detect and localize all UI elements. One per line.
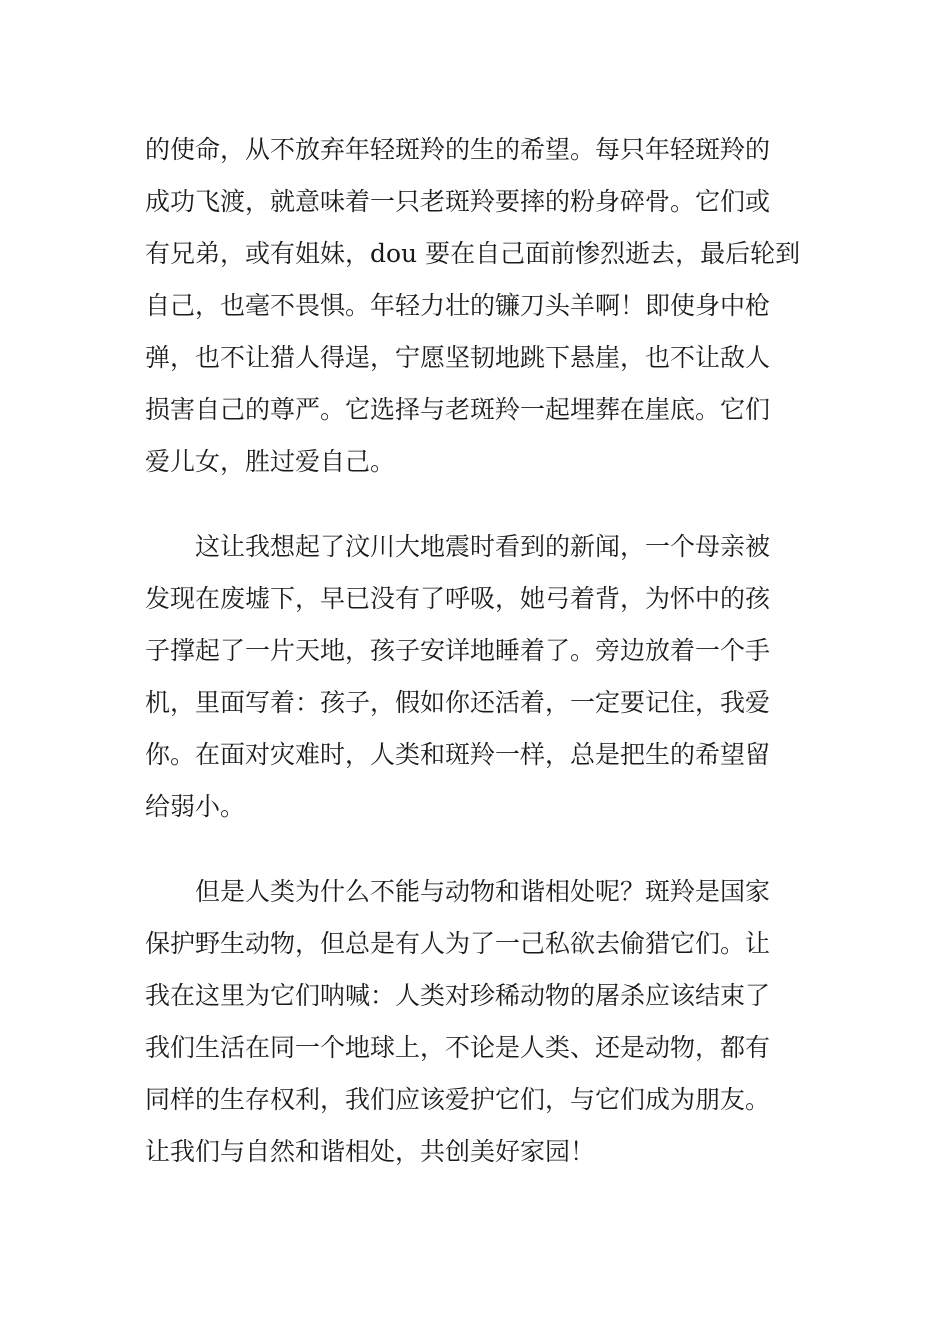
paragraph-line: 弹，也不让猎人得逞，宁愿坚韧地跳下悬崖，也不让敌人	[145, 343, 771, 372]
paragraph-line: 这让我想起了汶川大地震时看到的新闻，一个母亲被	[145, 532, 771, 561]
paragraph-line: 的使命，从不放弃年轻斑羚的生的希望。每只年轻斑羚的	[145, 135, 771, 164]
paragraph-line: 机，里面写着：孩子，假如你还活着，一定要记住，我爱	[145, 688, 771, 717]
paragraph-line: 爱儿女，胜过爱自己。	[145, 447, 396, 476]
paragraph-3	[145, 866, 810, 1178]
paragraph-line: 子撑起了一片天地，孩子安详地睡着了。旁边放着一个手	[145, 636, 771, 665]
paragraph-line: 损害自己的尊严。它选择与老斑羚一起埋葬在崖底。它们	[145, 395, 771, 424]
paragraph-1	[145, 124, 810, 488]
paragraph-line: 我在这里为它们呐喊：人类对珍稀动物的屠杀应该结束了	[145, 981, 771, 1010]
paragraph-line: 让我们与自然和谐相处，共创美好家园！	[145, 1137, 596, 1166]
paragraph-line: 有兄弟，或有姐妹，dou 要在自己面前惨烈逝去，最后轮到	[145, 239, 801, 268]
paragraph-line: 给弱小。	[145, 792, 246, 821]
paragraph-2	[145, 521, 810, 833]
paragraph-line: 发现在废墟下，早已没有了呼吸，她弓着背，为怀中的孩	[145, 584, 771, 613]
paragraph-line: 自己，也毫不畏惧。年轻力壮的镰刀头羊啊！即使身中枪	[145, 291, 771, 320]
paragraph-line: 但是人类为什么不能与动物和谐相处呢？斑羚是国家	[145, 877, 771, 906]
paragraph-line: 你。在面对灾难时，人类和斑羚一样，总是把生的希望留	[145, 740, 771, 769]
paragraph-line: 同样的生存权利，我们应该爱护它们，与它们成为朋友。	[145, 1085, 771, 1114]
paragraph-line: 保护野生动物，但总是有人为了一己私欲去偷猎它们。让	[145, 929, 771, 958]
paragraph-line: 成功飞渡，就意味着一只老斑羚要摔的粉身碎骨。它们或	[145, 187, 771, 216]
paragraph-line: 我们生活在同一个地球上，不论是人类、还是动物，都有	[145, 1033, 771, 1062]
